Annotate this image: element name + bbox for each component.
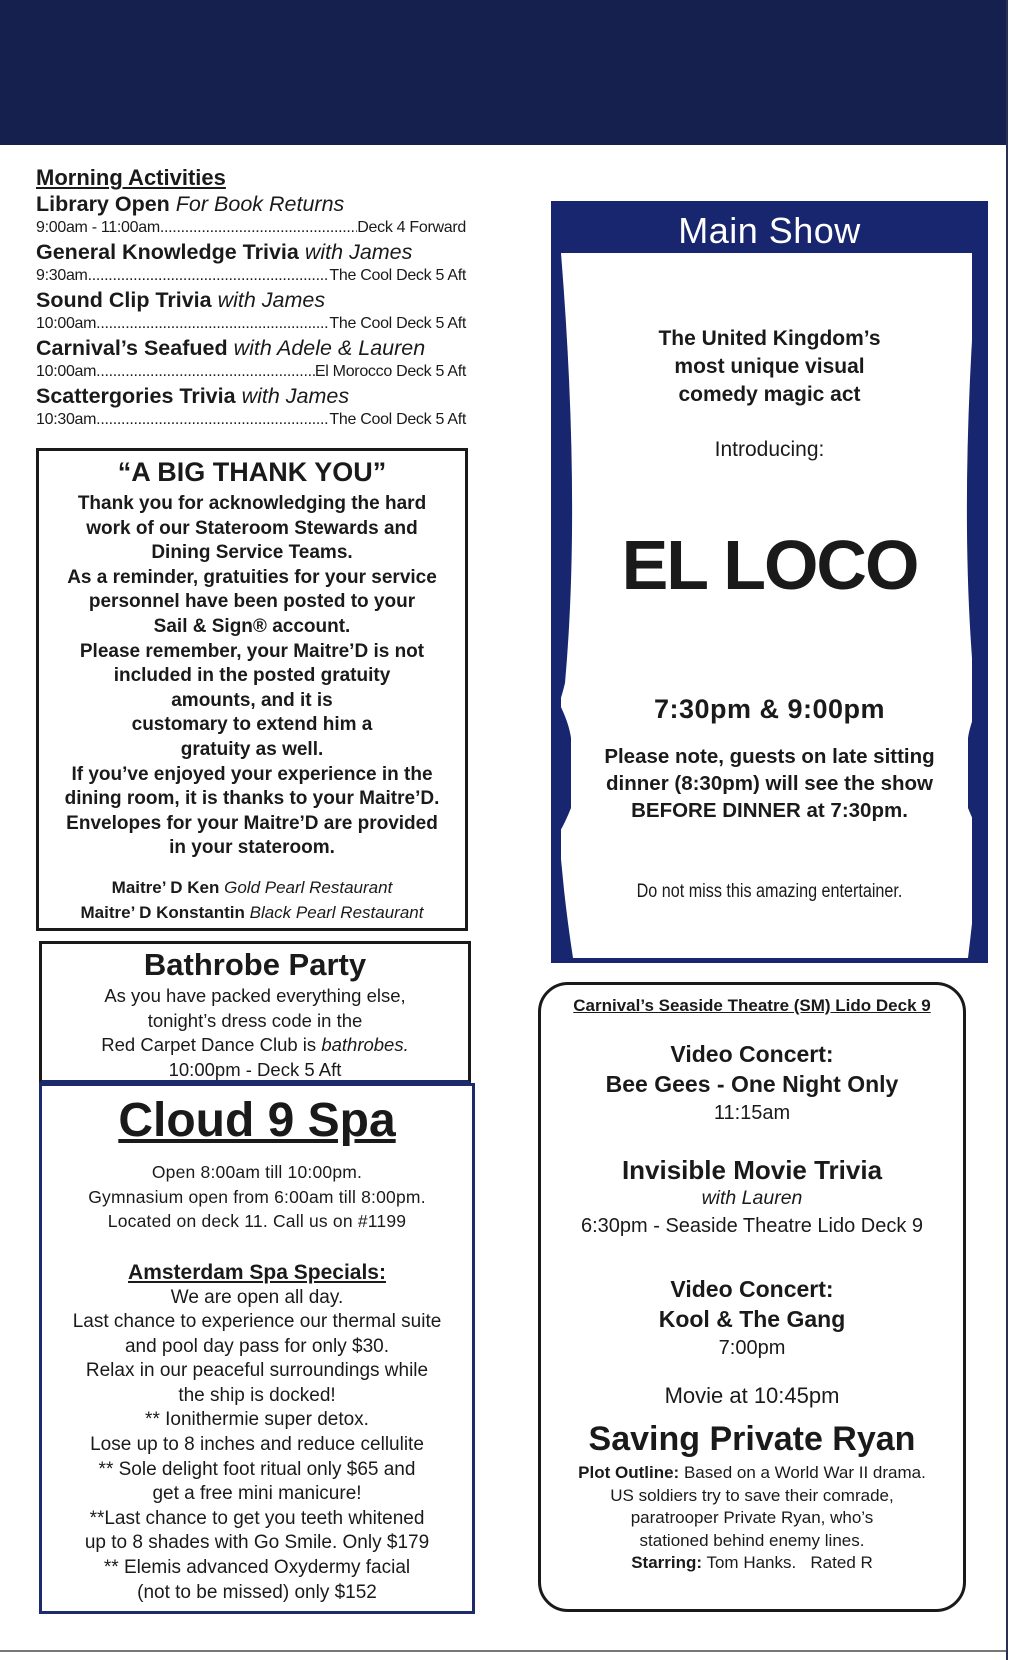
activity-time: 10:30am <box>36 411 97 428</box>
thank-you-box <box>36 448 468 931</box>
activity-time: 9:30am <box>36 267 88 284</box>
bathrobe-time: 10:00pm - Deck 5 Aft <box>168 1058 342 1080</box>
restaurant-name: Gold Pearl Restaurant <box>224 877 393 897</box>
spa-special-line: Last chance to experience our thermal suite <box>72 1311 442 1333</box>
tagline-line: comedy magic act <box>678 383 861 406</box>
morning-title: Morning Activities <box>36 165 226 190</box>
spa-specials-title: Amsterdam Spa Specials: <box>128 1260 386 1284</box>
activity-title: General Knowledge Trivia <box>36 240 299 264</box>
message-line: gratuity as well. <box>180 738 324 760</box>
bathrobe-line <box>42 1033 468 1058</box>
note-line: dinner (8:30pm) will see the show <box>606 772 933 795</box>
movie-title: Saving Private Ryan <box>588 1420 916 1458</box>
activity-location: The Cool Deck 5 Aft <box>329 267 466 284</box>
spa-special-line: and pool day pass for only $30. <box>124 1335 390 1357</box>
movie-plot <box>541 1462 963 1575</box>
spa-info-line: Gymnasium open from 6:00am till 8:00pm. <box>88 1186 426 1207</box>
event-item <box>541 1155 963 1240</box>
plot-line: US soldiers try to save their comrade, <box>610 1485 894 1505</box>
leader-dots <box>96 361 315 383</box>
bathrobe-title: Bathrobe Party <box>143 947 367 982</box>
message-line: customary to extend him a <box>131 714 373 736</box>
dress-code-text: Red Carpet Dance Club is <box>101 1034 322 1055</box>
movie-time: Movie at 10:45pm <box>664 1383 840 1408</box>
activity-title: Sound Clip Trivia <box>36 288 212 312</box>
activity-location: Deck 4 Forward <box>357 219 466 236</box>
bottom-divider <box>0 1650 1006 1652</box>
activity-detail <box>36 409 466 431</box>
message-line: in your stateroom. <box>169 837 335 859</box>
message-line: Please remember, your Maitre’D is not <box>79 640 425 662</box>
spa-special-line: ** Sole delight foot ritual only $65 and <box>98 1458 416 1480</box>
activity-detail <box>36 361 466 383</box>
activity-host: with James <box>304 240 413 264</box>
starring-line <box>553 1552 951 1575</box>
event-title: Video Concert: <box>670 1276 834 1302</box>
signature-line <box>39 900 465 925</box>
show-note <box>551 743 988 824</box>
bathrobe-party-box <box>39 941 471 1083</box>
spa-box <box>39 1083 475 1614</box>
event-title: Invisible Movie Trivia <box>621 1155 883 1185</box>
message-line: If you’ve enjoyed your experience in the <box>71 763 433 785</box>
spa-title: Cloud 9 Spa <box>118 1094 396 1147</box>
bathrobe-line: tonight’s dress code in the <box>147 1009 363 1031</box>
spa-special-line: the ship is docked! <box>178 1384 336 1406</box>
plot-line <box>553 1462 951 1485</box>
plot-line: paratrooper Private Ryan, who’s <box>630 1508 874 1527</box>
theatre-header: Carnival’s Seaside Theatre (SM) Lido Deck 9 <box>573 996 931 1015</box>
activity-title: Scattergories Trivia <box>36 384 236 408</box>
bathrobe-line: As you have packed everything else, <box>104 985 406 1006</box>
activity-title: Carnival’s Seafued <box>36 336 228 360</box>
show-tagline <box>551 325 988 409</box>
note-line: BEFORE DINNER at 7:30pm. <box>631 799 908 822</box>
event-title: Video Concert: <box>670 1041 834 1067</box>
activity-name <box>36 336 466 361</box>
note-line: Please note, guests on late sitting <box>604 745 935 768</box>
bathrobe-text <box>42 984 468 1082</box>
activity-name <box>36 192 466 217</box>
spa-special-line: **Last chance to get you teeth whitened <box>89 1507 425 1529</box>
maitre-d-signatures <box>39 875 465 925</box>
event-time: 11:15am <box>713 1102 791 1124</box>
leader-dots <box>88 265 330 287</box>
activity-title: Library Open <box>36 192 170 216</box>
activity-host: with Adele & Lauren <box>233 336 426 360</box>
show-times: 7:30pm & 9:00pm <box>653 694 886 724</box>
message-line: amounts, and it is <box>171 689 333 711</box>
theatre-box <box>538 982 966 1612</box>
spa-special-line: We are open all day. <box>170 1286 344 1308</box>
spa-specials <box>42 1286 472 1606</box>
spa-special-line: ** Ionithermie super detox. <box>145 1409 369 1431</box>
activity-location: El Morocco Deck 5 Aft <box>314 363 466 380</box>
activity-host: For Book Returns <box>175 192 345 216</box>
message-line: Sail & Sign® account. <box>153 615 351 637</box>
leader-dots <box>96 313 329 335</box>
message-line: As a reminder, gratuities for your service <box>67 566 437 588</box>
spa-special-line: ** Elemis advanced Oxydermy facial <box>103 1557 411 1579</box>
show-footer: Do not miss this amazing entertainer. <box>636 881 903 902</box>
message-line: Dining Service Teams. <box>151 542 353 564</box>
event-item <box>541 1274 963 1362</box>
starring-text: Tom Hanks. <box>702 1553 797 1572</box>
activity-name <box>36 240 466 265</box>
tagline-line: most unique visual <box>674 355 865 378</box>
thank-you-title: “A BIG THANK YOU” <box>117 457 387 487</box>
activity-detail <box>36 265 466 287</box>
activity-name <box>36 384 466 409</box>
spa-special-line: Relax in our peaceful surroundings while <box>85 1360 429 1382</box>
spa-hours <box>42 1160 472 1234</box>
spa-special-line: (not to be missed) only $152 <box>137 1581 377 1603</box>
event-time: 6:30pm - Seaside Theatre Lido Deck 9 <box>580 1215 924 1237</box>
starring-label: Starring: <box>631 1553 703 1572</box>
message-line: Thank you for acknowledging the hard <box>77 493 427 514</box>
activity-time: 10:00am <box>36 363 97 380</box>
activity-host: with James <box>217 288 326 312</box>
message-line: included in the posted gratuity <box>113 665 391 687</box>
activity-detail <box>36 313 466 335</box>
message-line: Envelopes for your Maitre’D are provided <box>66 812 438 834</box>
morning-activities <box>36 165 466 431</box>
message-line: work of our Stateroom Stewards and <box>86 517 418 539</box>
activity-name <box>36 288 466 313</box>
dress-code: bathrobes. <box>321 1034 409 1055</box>
activity-detail <box>36 217 466 239</box>
performer-name: EL LOCO <box>621 526 918 604</box>
message-line: dining room, it is thanks to your Maitre’D. <box>64 788 440 810</box>
leader-dots <box>96 409 329 431</box>
spa-info-line: Open 8:00am till 10:00pm. <box>151 1162 363 1182</box>
show-intro: Introducing: <box>714 438 825 461</box>
maitre-d-name: Maitre’ D Konstantin <box>80 902 245 922</box>
event-subtitle: Kool & The Gang <box>658 1306 846 1332</box>
plot-text: Based on a World War II drama. <box>679 1463 926 1482</box>
spa-special-line: get a free mini manicure! <box>152 1483 362 1505</box>
activity-host: with James <box>241 384 350 408</box>
maitre-d-name: Maitre’ D Ken <box>111 877 220 897</box>
header-banner <box>0 0 1006 145</box>
activity-time: 10:00am <box>36 315 97 332</box>
thank-you-message <box>39 488 465 861</box>
tagline-line: The United Kingdom’s <box>658 327 881 350</box>
event-host: with Lauren <box>701 1187 803 1209</box>
spa-special-line: Lose up to 8 inches and reduce cellulite <box>90 1434 424 1456</box>
spa-special-line: up to 8 shades with Go Smile. Only $179 <box>84 1532 430 1554</box>
activity-location: The Cool Deck 5 Aft <box>329 315 466 332</box>
plot-line: stationed behind enemy lines. <box>639 1530 865 1550</box>
plot-label: Plot Outline: <box>578 1463 680 1482</box>
page-edge <box>1006 0 1014 1660</box>
message-line: personnel have been posted to your <box>88 591 416 613</box>
movie-rating: Rated R <box>810 1553 873 1572</box>
spa-info-line: Located on deck 11. Call us on #1199 <box>107 1211 407 1231</box>
leader-dots <box>160 217 357 239</box>
event-time: 7:00pm <box>718 1337 786 1359</box>
restaurant-name: Black Pearl Restaurant <box>249 902 424 922</box>
activity-location: The Cool Deck 5 Aft <box>329 411 466 428</box>
event-subtitle: Bee Gees - One Night Only <box>605 1071 899 1097</box>
event-item <box>541 1039 963 1127</box>
signature-line <box>39 875 465 900</box>
activity-time: 9:00am - 11:00am <box>36 219 160 236</box>
main-show-title: Main Show <box>678 210 861 251</box>
